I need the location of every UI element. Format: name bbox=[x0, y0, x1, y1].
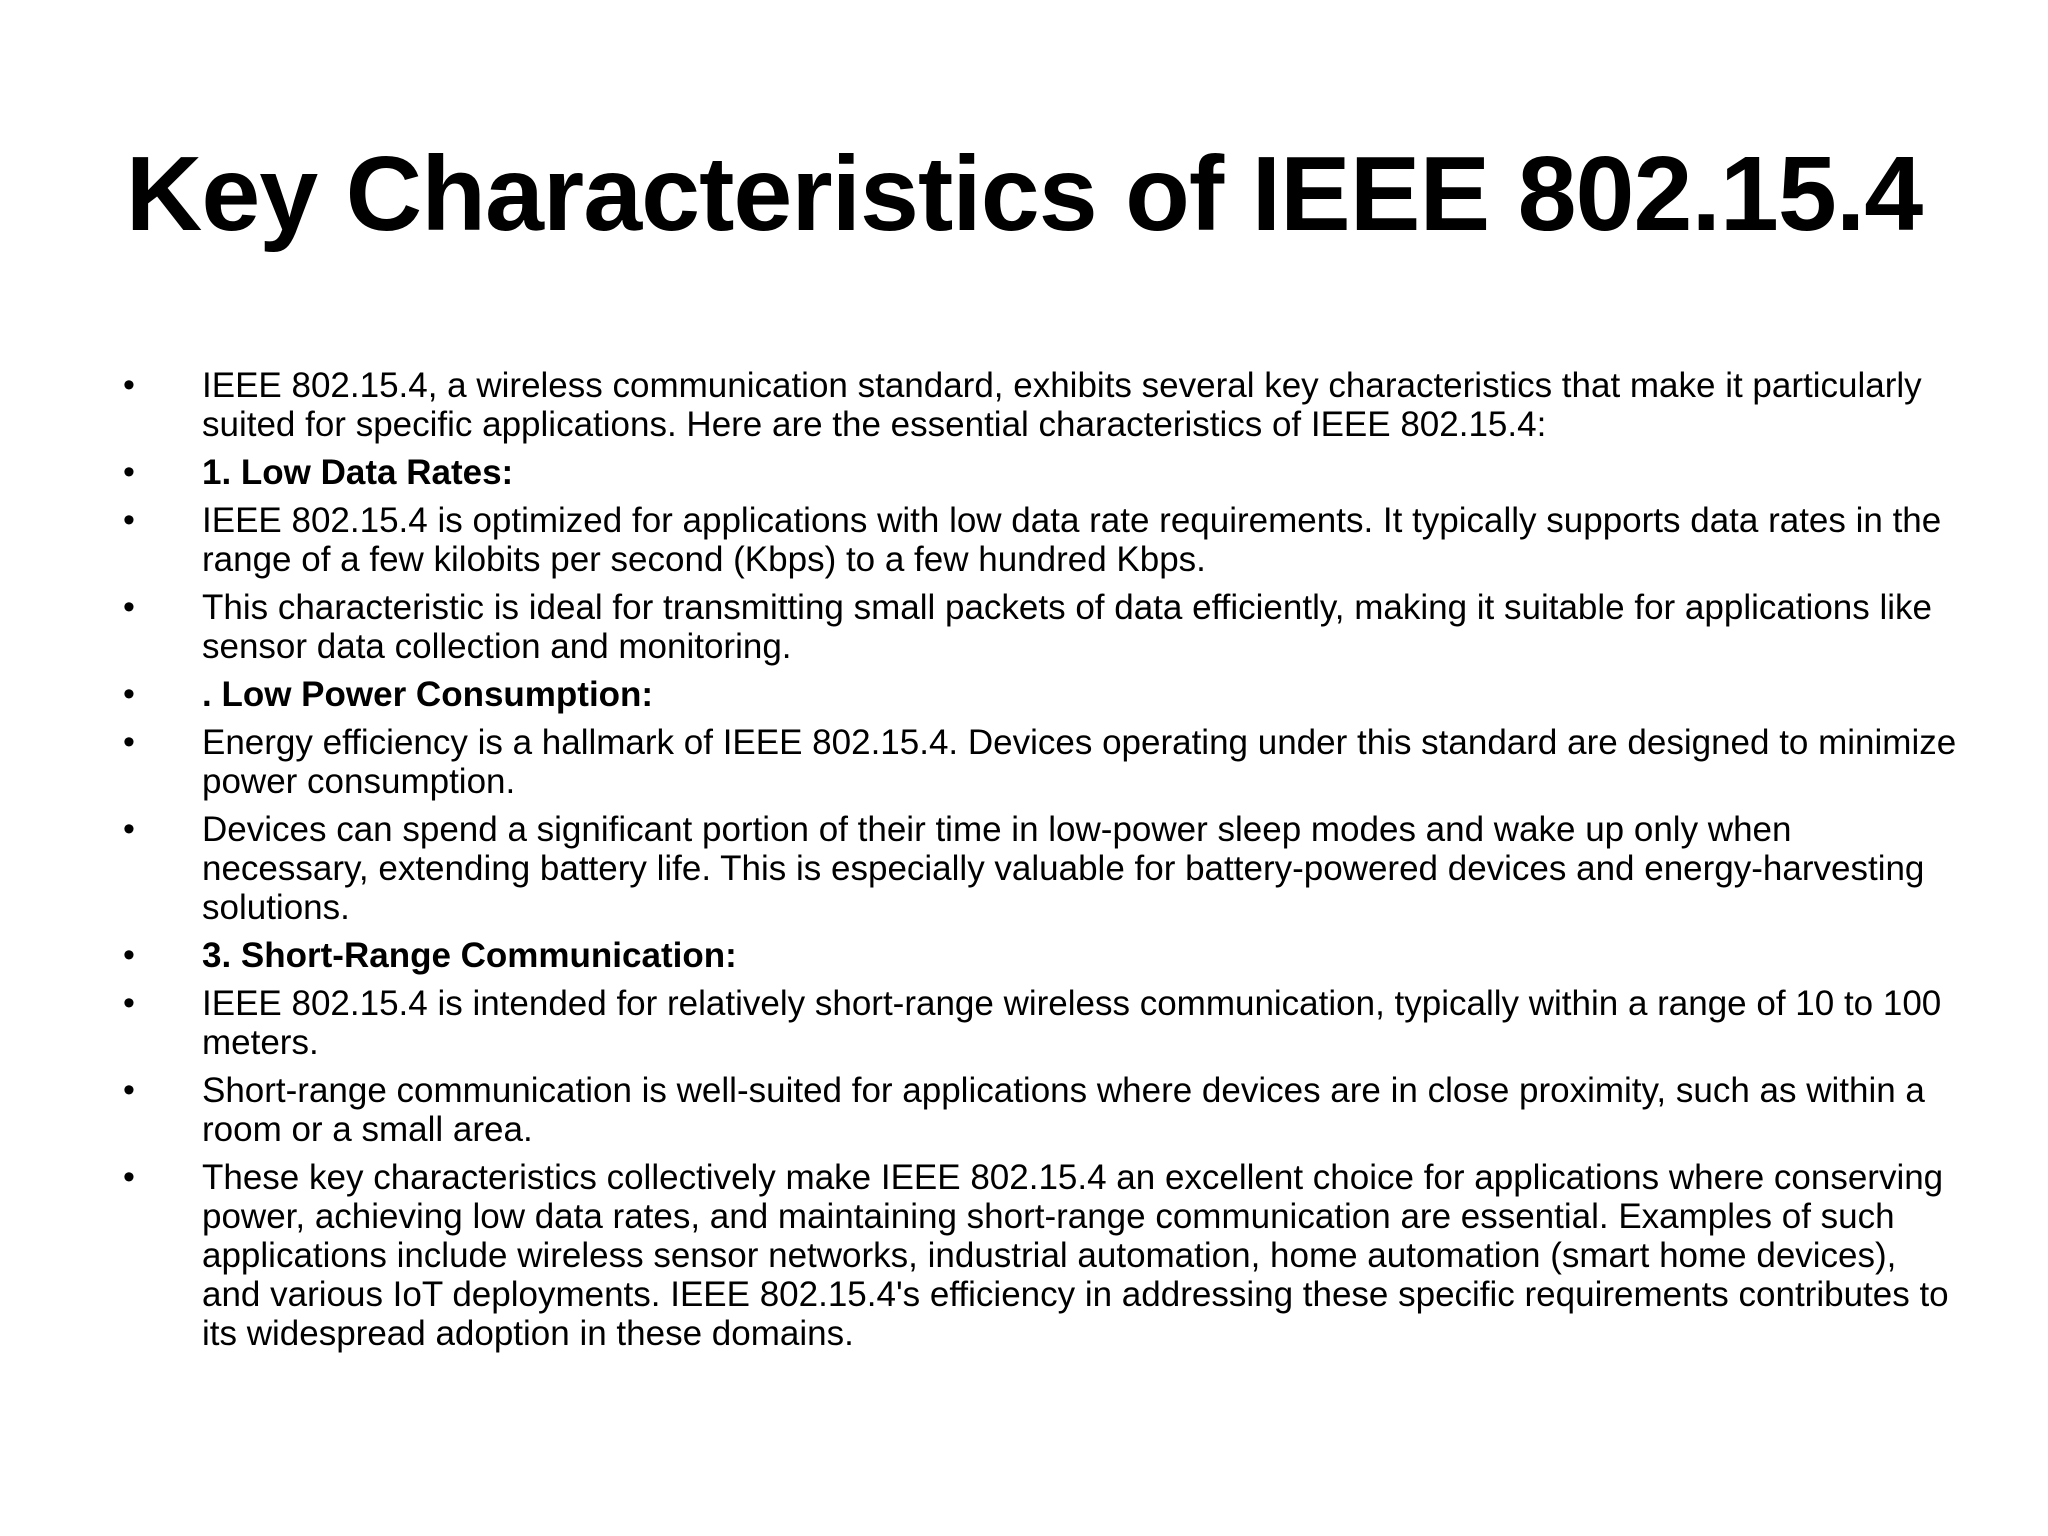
bullet-item-range-detail bbox=[120, 984, 1960, 1062]
bullet-dot-icon: • bbox=[123, 723, 135, 761]
bullet-dot-icon: • bbox=[123, 588, 135, 626]
bullet-item-heading-short-range bbox=[120, 936, 1960, 975]
bullet-text: IEEE 802.15.4 is intended for relatively short-range wireless communication, typically within a range of 10 to 100 meters. bbox=[202, 984, 1942, 1062]
bullet-dot-icon: • bbox=[123, 366, 135, 404]
bullet-text: IEEE 802.15.4, a wireless communication standard, exhibits several key characteristics that make it particularly suited for specific applications. Here are the essential characteristics of IEEE 802.15.4: bbox=[202, 366, 1922, 444]
bullet-text: IEEE 802.15.4 is optimized for applications with low data rate requirements. It typically supports data rates in the range of a few kilobits per second (Kbps) to a few hundred Kbps. bbox=[202, 501, 1942, 579]
bullet-dot-icon: • bbox=[123, 810, 135, 848]
bullet-text: Devices can spend a significant portion of their time in low-power sleep modes and wake up only when necessary, extending battery life. This is especially valuable for battery-powered devices and energy-harvesting solutions. bbox=[202, 810, 1925, 927]
bullet-item-data-rates-detail bbox=[120, 501, 1960, 579]
bullet-item-power-sleep bbox=[120, 810, 1960, 927]
bullet-item-power-detail bbox=[120, 723, 1960, 801]
bullet-item-range-use bbox=[120, 1071, 1960, 1149]
bullet-item-intro bbox=[120, 366, 1960, 444]
bullet-text: This characteristic is ideal for transmitting small packets of data efficiently, making it suitable for applications like sensor data collection and monitoring. bbox=[202, 588, 1933, 666]
bullet-text: 3. Short-Range Communication: bbox=[202, 936, 737, 975]
bullet-dot-icon: • bbox=[123, 501, 135, 539]
bullet-dot-icon: • bbox=[123, 1071, 135, 1109]
bullet-dot-icon: • bbox=[123, 453, 135, 491]
bullet-item-heading-low-data-rates bbox=[120, 453, 1960, 492]
bullet-dot-icon: • bbox=[123, 936, 135, 974]
bullet-text: . Low Power Consumption: bbox=[202, 675, 654, 714]
bullet-item-data-rates-use bbox=[120, 588, 1960, 666]
bullet-text: Energy efficiency is a hallmark of IEEE 802.15.4. Devices operating under this standard are designed to minimize power consumption. bbox=[202, 723, 1957, 801]
bullet-item-summary bbox=[120, 1158, 1960, 1353]
bullet-text: 1. Low Data Rates: bbox=[202, 453, 514, 492]
bullet-item-heading-low-power bbox=[120, 675, 1960, 714]
slide-title: Key Characteristics of IEEE 802.15.4 bbox=[125, 135, 1923, 253]
bullet-dot-icon: • bbox=[123, 675, 135, 713]
bullet-dot-icon: • bbox=[123, 984, 135, 1022]
bullet-dot-icon: • bbox=[123, 1158, 135, 1196]
bullet-text: These key characteristics collectively make IEEE 802.15.4 an excellent choice for applications where conserving power, achieving low data rates, and maintaining short-range communication are essential. Examples of such applications include wireless sensor networks, industrial automation, home automation (smart home devices), and various IoT deployments. IEEE 802.15.4's efficiency in addressing these specific requirements contributes to its widespread adoption in these domains. bbox=[202, 1158, 1949, 1353]
bullet-list bbox=[120, 366, 1960, 1362]
bullet-text: Short-range communication is well-suited for applications where devices are in close proximity, such as within a room or a small area. bbox=[202, 1071, 1925, 1149]
